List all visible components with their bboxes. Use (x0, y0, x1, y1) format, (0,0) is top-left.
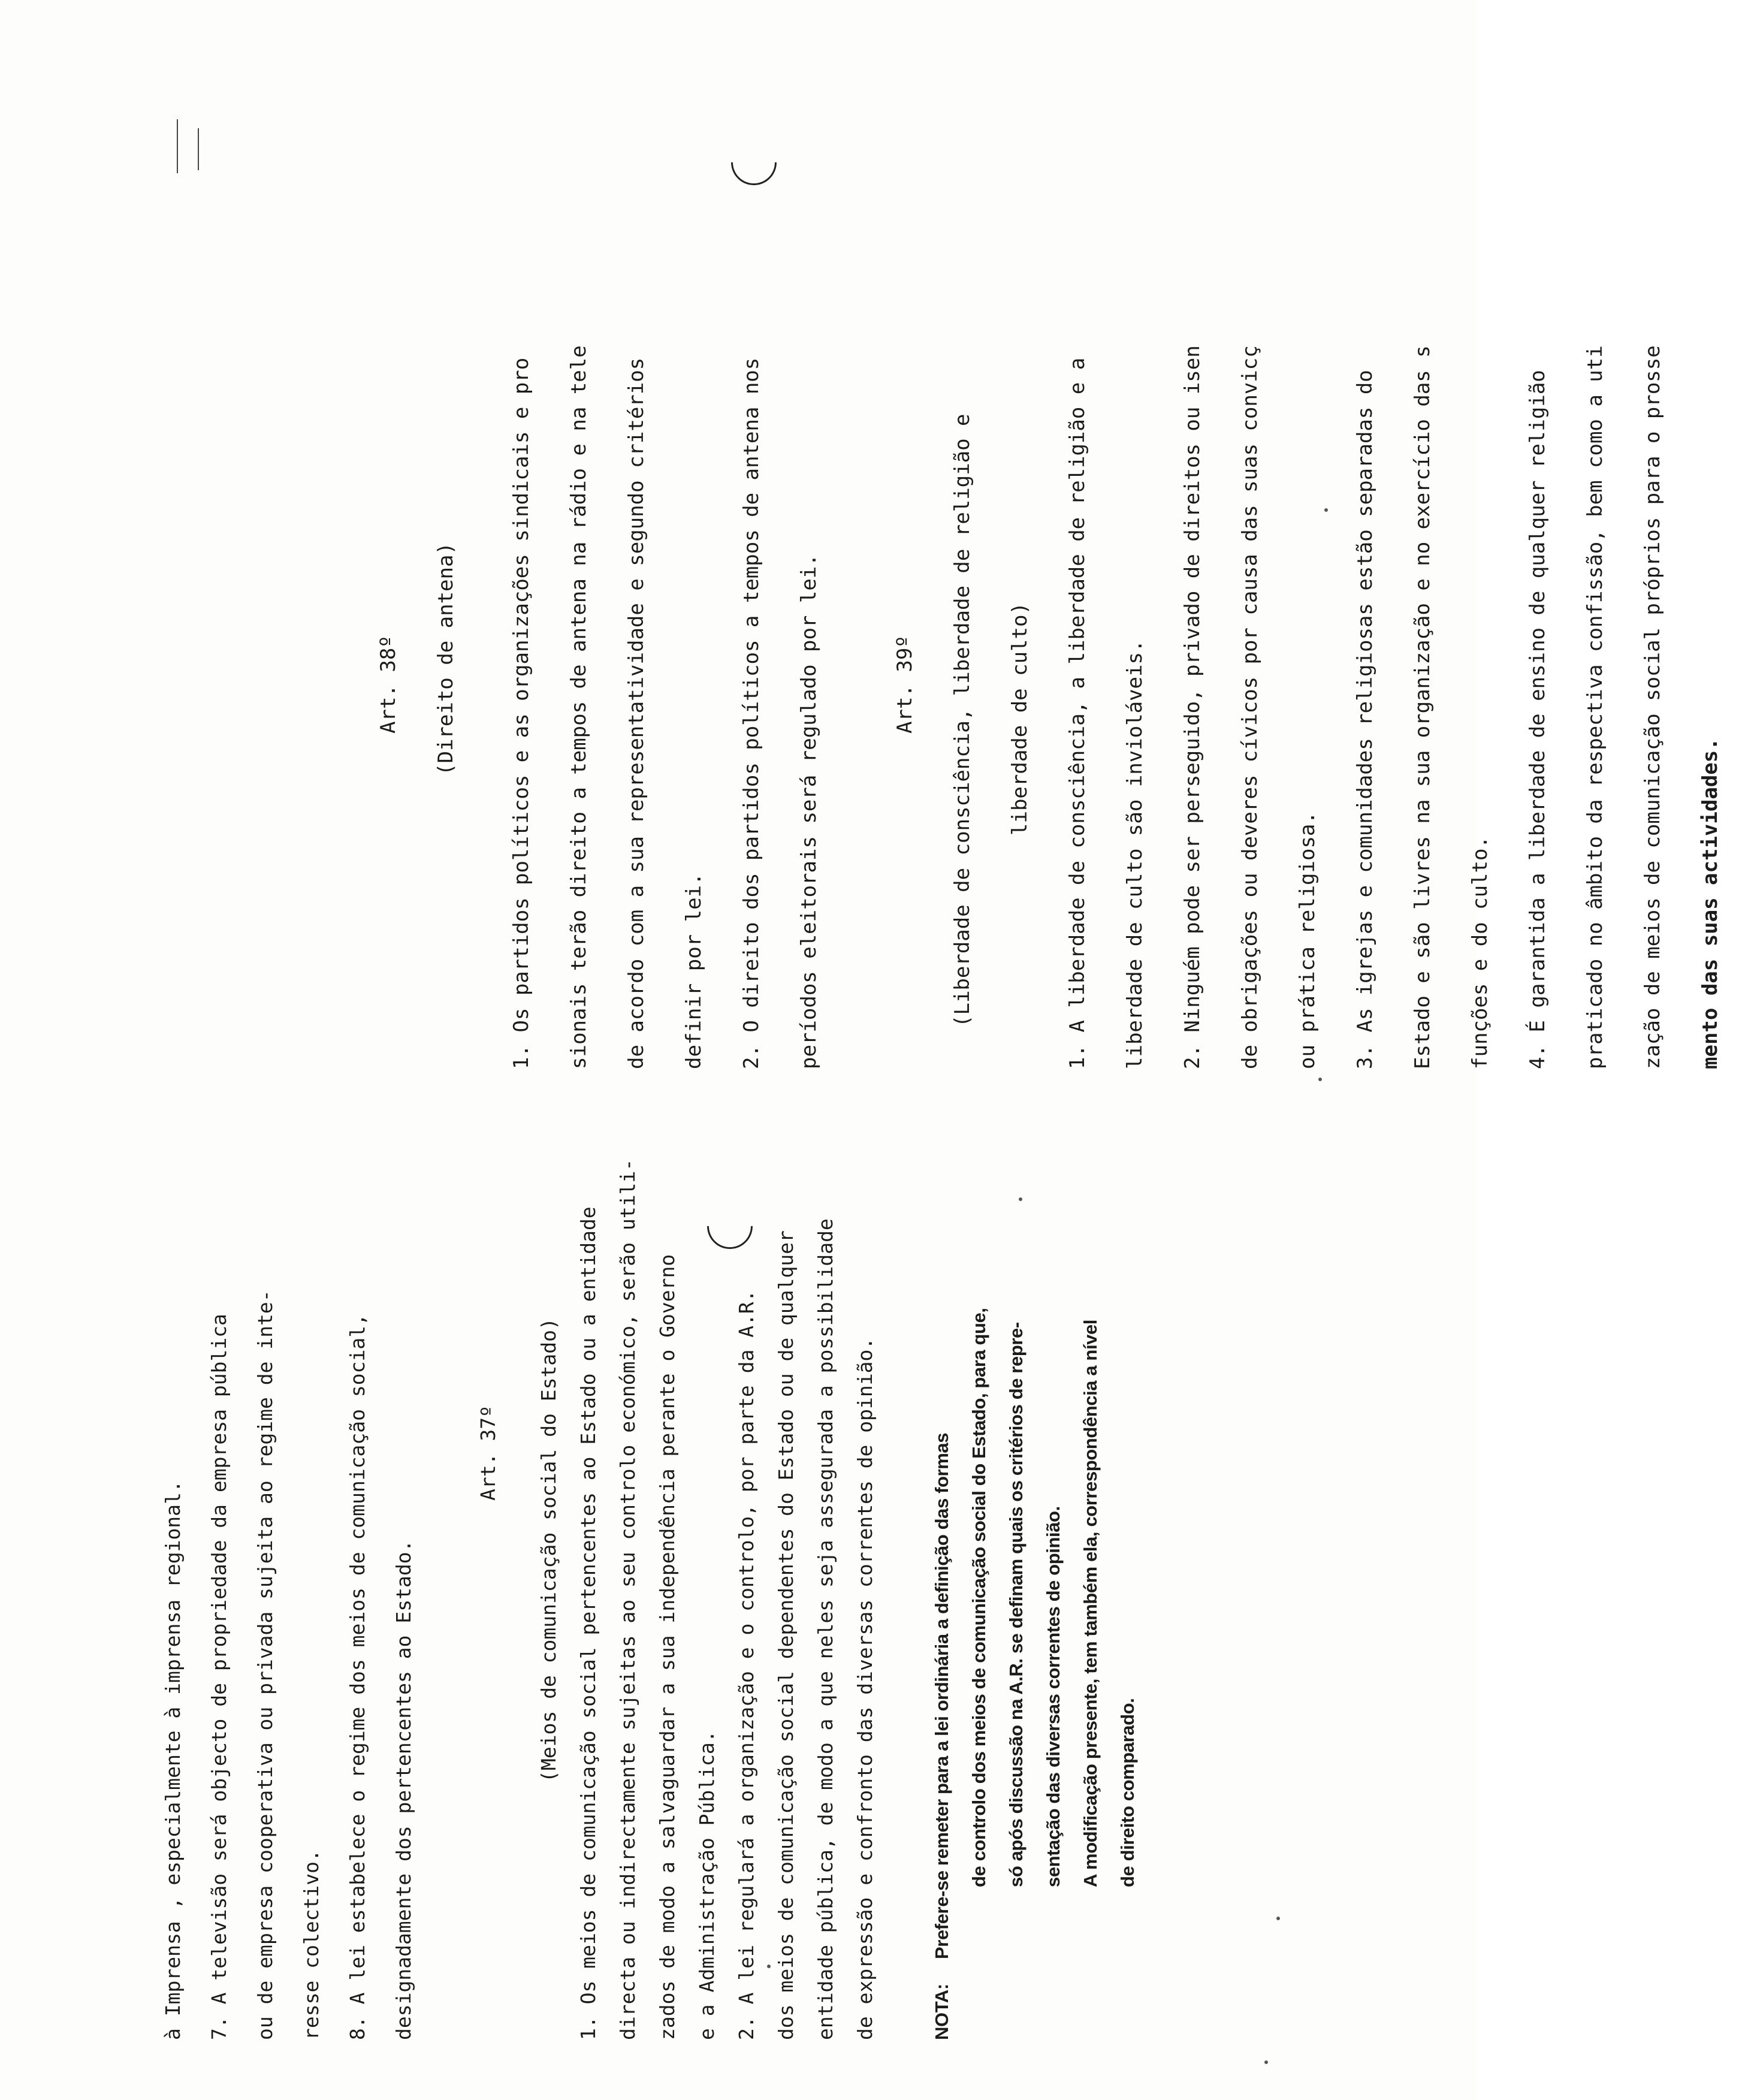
text-line: de obrigações ou deveres cívicos por causa das suas convicç (1238, 345, 1262, 1069)
text-line: 1. Os meios de comunicação social pertencentes ao Estado ou a entidade (576, 1206, 600, 2040)
text-line: 2. Ninguém pode ser perseguido, privado de direitos ou isen (1181, 345, 1204, 1069)
nota-line: só após discussão na A.R. se definam quais os critérios de repre- (1006, 1322, 1027, 1887)
text-line: 7. A televisão será objecto de propriedade da empresa pública (207, 1314, 231, 2040)
scan-speck (1324, 508, 1328, 512)
text-line: zados de modo a salvaguardar a sua independência perante o Governo (656, 1254, 679, 2040)
scan-artifact-line (177, 119, 178, 173)
text-line: mento das suas actividades. (1698, 738, 1722, 1069)
text-line: 1. A liberdade de consciência, a liberdade de religião e a (1065, 357, 1089, 1069)
text-line: directa ou indirectamente sujeitas ao seu controlo económico, serão utili- (616, 1158, 639, 2040)
text-line: à Imprensa , especialmente à imprensa regional. (161, 1480, 185, 2040)
punch-hole-mark (721, 130, 786, 194)
article-38-title: Art. 38º (376, 635, 400, 734)
nota-line: de direito comparado. (1117, 1698, 1138, 1887)
article-39-title: Art. 39º (893, 635, 917, 734)
text-line: 1. Os partidos políticos e as organizações sindicais e pro (509, 357, 533, 1069)
article-37-subtitle: (Meios de comunicação social do Estado) (537, 1318, 560, 1782)
text-line: resse colectivo. (300, 1849, 323, 2040)
nota-line: sentação das diversas correntes de opinião. (1043, 1506, 1064, 1887)
scan-speck (1264, 2060, 1268, 2064)
nota-line (923, 1159, 961, 2040)
text-line: 4. É garantida a liberdade de ensino de qualquer religião (1526, 370, 1550, 1069)
article-39-subtitle: liberdade de culto) (1008, 602, 1032, 835)
text-line: ou de empresa cooperativa ou privada sujeita ao regime de inte- (253, 1290, 277, 2040)
scan-speck (767, 1965, 771, 1968)
nota-label: NOTA: (931, 1984, 952, 2040)
text-line: ou prática religiosa. (1296, 811, 1320, 1069)
text-line: e a Administração Pública. (695, 1730, 718, 2040)
text-line: de acordo com a sua representatividade e segundo critérios (624, 357, 648, 1069)
article-39-subtitle: (Liberdade de consciência, liberdade de religião e (950, 414, 974, 1027)
text-line: períodos eleitorais será regulado por lei. (797, 554, 821, 1069)
text-line: definir por lei. (682, 873, 706, 1069)
scan-artifact-line (198, 128, 199, 170)
text-line: liberdade de culto são invioláveis. (1123, 639, 1147, 1069)
text-line: 2. O direito dos partidos políticos a tempos de antena nos (739, 357, 763, 1069)
scan-speck (1276, 1917, 1280, 1920)
text-line: zação de meios de comunicação social próprios para o prosse (1641, 345, 1665, 1069)
article-37-title: Art. 37º (476, 1405, 500, 1501)
scan-speck (1318, 1078, 1322, 1081)
text-line: designadamente dos pertencentes ao Estado. (392, 1540, 415, 2040)
text-line: Estado e são livres na sua organização e no exercício das s (1411, 345, 1435, 1069)
text-line: de expressão e confronto das diversas correntes de opinião. (853, 1337, 877, 2040)
text-line: 2. A lei regulará a organização e o controlo, por parte da A.R. (735, 1290, 758, 2040)
text-line: 3. As igrejas e comunidades religiosas estão separadas do (1353, 370, 1377, 1069)
nota-line: de controlo dos meios de comunicação social do Estado, para que, (968, 1308, 989, 1887)
article-38-subtitle: (Direito de antena) (434, 542, 458, 776)
right-column (360, 345, 1739, 1069)
text-line: entidade pública, de modo a que neles seja assegurada a possibilidade (814, 1218, 837, 2040)
scan-speck (1019, 1197, 1022, 1201)
nota-text: Prefere-se remeter para a lei ordinária a definição das formas (931, 1432, 952, 1959)
text-line: funções e do culto. (1468, 836, 1492, 1069)
text-line: dos meios de comunicação social dependentes do Estado ou de qualquer (774, 1230, 798, 2040)
text-line: praticado no âmbito da respectiva confissão, bem como a uti (1583, 345, 1607, 1069)
left-column (150, 1159, 1146, 2040)
text-line: sionais terão direito a tempos de antena na rádio e na tele (567, 345, 591, 1069)
text-line: 8. A lei estabelece o regime dos meios de comunicação social, (346, 1314, 369, 2040)
nota-line: A modificação presente, tem também ela, correspondência a nível (1080, 1319, 1101, 1887)
